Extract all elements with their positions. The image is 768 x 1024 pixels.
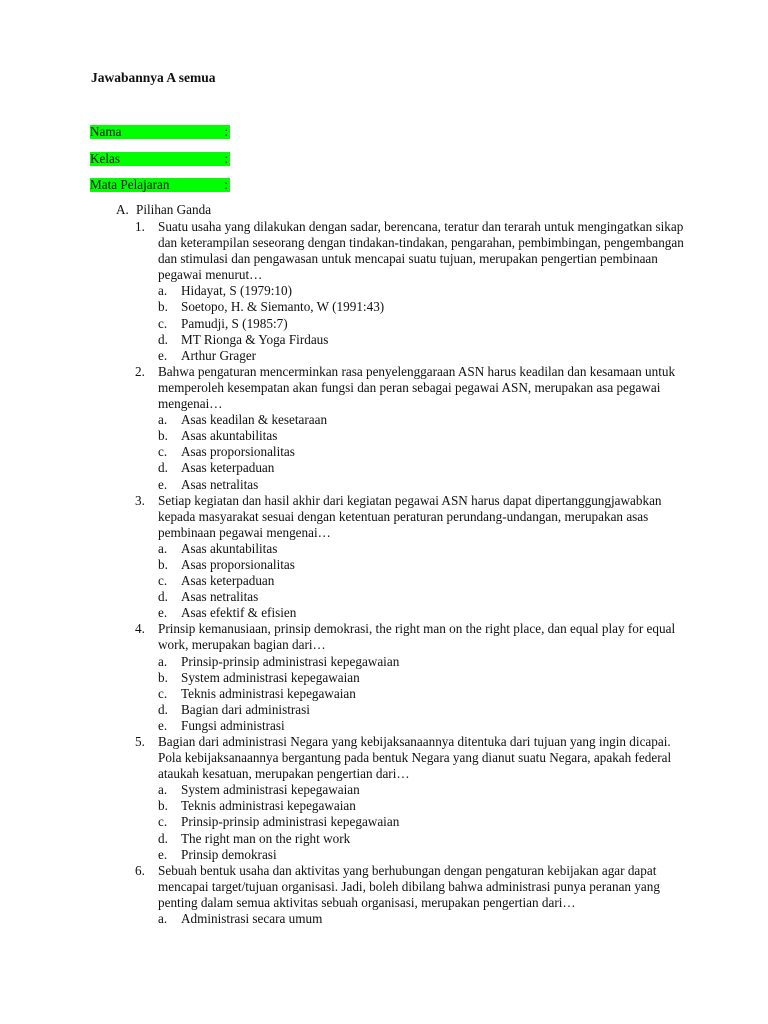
question-item bbox=[135, 863, 695, 927]
option-list bbox=[158, 541, 695, 621]
option-text: Asas akuntabilitas bbox=[181, 540, 278, 556]
question-text: Bahwa pengaturan mencerminkan rasa penyelenggaraan ASN harus keadilan dan kesamaan untuk memperoleh kesempatan akan fungsi dan peran sebagai pegawai ASN, merupakan asa pegawai mengenai… bbox=[158, 363, 676, 412]
question-text: Bagian dari administrasi Negara yang kebijaksanaannya ditentuka dari tujuan yang ingin dicapai. Pola kebijaksanaannya bergantung pada bentuk Negara yang dianut suatu Negara, apakah federal ataukah kesatuan, merupakan pengertian dari… bbox=[158, 734, 672, 782]
answer-option bbox=[158, 814, 695, 830]
question-item bbox=[135, 734, 695, 863]
answer-option bbox=[158, 798, 695, 814]
field-mata-pelajaran-label: Mata Pelajaran bbox=[90, 177, 170, 192]
option-letter: a. bbox=[158, 653, 168, 669]
option-letter: c. bbox=[158, 444, 168, 460]
answer-option bbox=[158, 444, 695, 460]
option-letter: d. bbox=[158, 830, 168, 846]
answer-option bbox=[158, 782, 695, 798]
section-heading bbox=[116, 202, 211, 218]
option-letter: e. bbox=[158, 846, 168, 862]
option-text: MT Rionga & Yoga Firdaus bbox=[181, 331, 329, 347]
question-item bbox=[135, 621, 695, 734]
option-letter: a. bbox=[158, 540, 168, 556]
section-title: Pilihan Ganda bbox=[136, 202, 212, 217]
answer-option bbox=[158, 477, 695, 493]
question-item bbox=[135, 364, 695, 493]
question-number: 6. bbox=[135, 862, 145, 878]
option-letter: a. bbox=[158, 782, 168, 798]
option-text: Teknis administrasi kepegawaian bbox=[181, 798, 356, 814]
field-nama-colon: : bbox=[224, 124, 228, 139]
question-number: 5. bbox=[135, 734, 145, 749]
option-text: Asas proporsionalitas bbox=[181, 556, 295, 572]
option-text: Pamudji, S (1985:7) bbox=[181, 315, 288, 331]
option-letter: d. bbox=[158, 589, 168, 605]
question-number: 3. bbox=[135, 492, 145, 508]
answer-option bbox=[158, 283, 695, 299]
option-letter: b. bbox=[158, 556, 168, 572]
option-letter: d. bbox=[158, 460, 168, 476]
option-text: Asas keterpaduan bbox=[181, 460, 275, 476]
answer-option bbox=[158, 702, 695, 718]
answer-option bbox=[158, 460, 695, 476]
option-list bbox=[158, 283, 695, 363]
question-text: Setiap kegiatan dan hasil akhir dari kegiatan pegawai ASN harus dapat dipertanggungjawabkan kepada masyarakat sesuai dengan ketentuan peraturan perundang-undangan, merupakan asas pembinaan pegawai mengenai… bbox=[158, 492, 662, 540]
answer-option bbox=[158, 316, 695, 332]
answer-option bbox=[158, 718, 695, 734]
field-mata-pelajaran-colon: : bbox=[224, 177, 228, 192]
question-number: 2. bbox=[135, 363, 145, 379]
question-text: Prinsip kemanusiaan, prinsip demokrasi, the right man on the right place, dan equal play for equal work, merupakan bagian dari… bbox=[158, 621, 676, 653]
answer-option bbox=[158, 686, 695, 702]
question-text: Suatu usaha yang dilakukan dengan sadar, berencana, teratur dan terarah untuk mengingatkan sikap dan keterampilan seseorang dengan tindakan-tindakan, pengarahan, pembimbingan, pengembangan dan stimulasi dan pengawasan untuk mencapai suatu tujuan, merupakan pengertian pembinaan pegawai menurut… bbox=[158, 219, 684, 283]
option-text: Teknis administrasi kepegawaian bbox=[181, 685, 356, 701]
option-letter: b. bbox=[158, 428, 168, 444]
option-letter: b. bbox=[158, 798, 168, 814]
option-letter: b. bbox=[158, 669, 168, 685]
option-text: Fungsi administrasi bbox=[181, 717, 285, 733]
option-text: Soetopo, H. & Siemanto, W (1991:43) bbox=[181, 299, 385, 315]
answer-option bbox=[158, 348, 695, 364]
option-text: Arthur Grager bbox=[181, 347, 257, 363]
answer-option bbox=[158, 670, 695, 686]
option-list bbox=[158, 412, 695, 492]
option-letter: e. bbox=[158, 717, 168, 733]
option-list bbox=[158, 782, 695, 862]
question-item bbox=[135, 493, 695, 622]
answer-option bbox=[158, 428, 695, 444]
option-letter: a. bbox=[158, 283, 168, 299]
option-text: Asas proporsionalitas bbox=[181, 444, 295, 460]
option-text: Prinsip demokrasi bbox=[181, 846, 277, 862]
option-letter: c. bbox=[158, 315, 168, 331]
option-text: Asas netralitas bbox=[181, 476, 259, 492]
field-kelas-label: Kelas bbox=[90, 151, 121, 166]
answer-option bbox=[158, 605, 695, 621]
answer-key-heading: Jawabannya A semua bbox=[91, 70, 216, 85]
answer-option bbox=[158, 911, 695, 927]
option-text: Hidayat, S (1979:10) bbox=[181, 283, 292, 299]
field-mata-pelajaran bbox=[90, 178, 230, 192]
option-text: Asas netralitas bbox=[181, 589, 259, 605]
option-text: Administrasi secara umum bbox=[181, 911, 323, 927]
option-text: Prinsip-prinsip administrasi kepegawaian bbox=[181, 653, 400, 669]
option-text: The right man on the right work bbox=[181, 830, 351, 846]
answer-option bbox=[158, 654, 695, 670]
answer-option bbox=[158, 831, 695, 847]
option-letter: a. bbox=[158, 412, 168, 428]
option-letter: d. bbox=[158, 701, 168, 717]
option-list bbox=[158, 654, 695, 734]
field-nama-label: Nama bbox=[90, 124, 122, 139]
answer-option bbox=[158, 557, 695, 573]
option-text: System administrasi kepegawaian bbox=[181, 669, 360, 685]
answer-option bbox=[158, 847, 695, 863]
section-mark: A. bbox=[116, 202, 129, 217]
option-text: Prinsip-prinsip administrasi kepegawaian bbox=[181, 814, 400, 830]
answer-option bbox=[158, 412, 695, 428]
question-list bbox=[135, 219, 695, 927]
option-text: System administrasi kepegawaian bbox=[181, 782, 360, 798]
option-letter: e. bbox=[158, 605, 168, 621]
question-text: Sebuah bentuk usaha dan aktivitas yang berhubungan dengan pengaturan kebijakan agar dapat mencapai target/tujuan organisasi. Jadi, boleh dibilang bahwa administrasi punya peranan yang penting dalam semua aktivitas sebuah organisasi, merupakan pengertian dari… bbox=[158, 862, 660, 910]
option-letter: c. bbox=[158, 573, 168, 589]
question-item bbox=[135, 219, 695, 364]
option-text: Asas keterpaduan bbox=[181, 573, 275, 589]
option-text: Asas efektif & efisien bbox=[181, 605, 297, 621]
option-letter: d. bbox=[158, 331, 168, 347]
field-kelas-colon: : bbox=[224, 151, 228, 166]
answer-option bbox=[158, 573, 695, 589]
answer-option bbox=[158, 332, 695, 348]
answer-option bbox=[158, 541, 695, 557]
answer-option bbox=[158, 589, 695, 605]
option-letter: e. bbox=[158, 347, 168, 363]
option-text: Asas akuntabilitas bbox=[181, 428, 278, 444]
option-text: Bagian dari administrasi bbox=[181, 701, 310, 717]
field-kelas bbox=[90, 152, 230, 166]
option-letter: c. bbox=[158, 814, 168, 830]
option-list bbox=[158, 911, 695, 927]
question-number: 4. bbox=[135, 621, 145, 637]
answer-option bbox=[158, 299, 695, 315]
option-letter: e. bbox=[158, 476, 168, 492]
field-nama bbox=[90, 125, 230, 139]
option-text: Asas keadilan & kesetaraan bbox=[181, 412, 328, 428]
option-letter: c. bbox=[158, 685, 168, 701]
option-letter: b. bbox=[158, 299, 168, 315]
question-number: 1. bbox=[135, 219, 145, 234]
option-letter: a. bbox=[158, 911, 168, 927]
